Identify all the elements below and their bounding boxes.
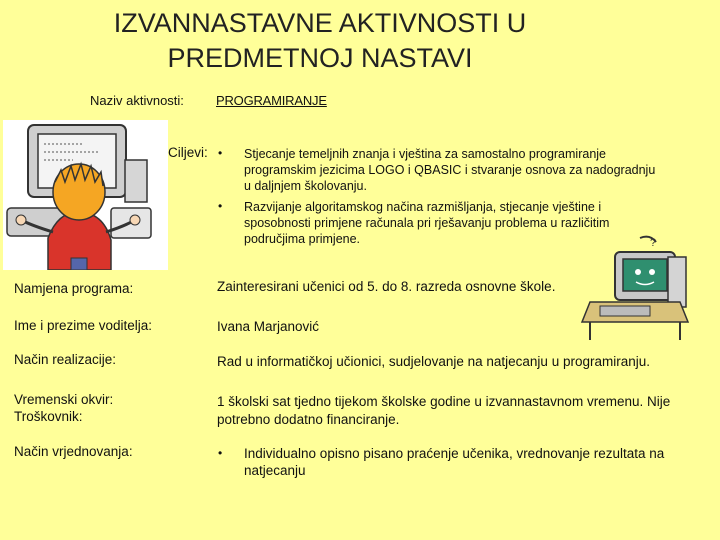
bullet-icon: •	[218, 199, 223, 213]
svg-text:?: ?	[650, 237, 657, 249]
title-line-1: IZVANNASTAVNE AKTIVNOSTI U	[113, 8, 527, 38]
bullet-icon: •	[218, 446, 223, 460]
ciljevi-label: Ciljevi:	[168, 145, 208, 160]
naziv-value: PROGRAMIRANJE	[216, 93, 327, 108]
boy-computer-illustration	[3, 120, 168, 270]
row-label: Vremenski okvir: Troškovnik:	[14, 392, 114, 424]
ciljevi-item-2: Razvijanje algoritamskog načina razmišljanja, stjecanje vještine i sposobnosti primjene računala pri rješavanju problema u različitim područjima primjene.	[244, 200, 610, 246]
page-title	[60, 6, 580, 76]
row-value: Individualno opisno pisano praćenje učenika, vrednovanje rezultata na natjecanju	[244, 446, 665, 478]
ciljevi-item-1: Stjecanje temeljnih znanja i vještina za samostalno programiranje programskim jezicima LOGO i QBASIC i stvaranje osnova za nadogradnju u daljnjem školovanju.	[244, 147, 656, 193]
row-label: Namjena programa:	[14, 281, 134, 296]
row-label: Ime i prezime voditelja:	[14, 318, 153, 333]
row-label: Način vrjednovanja:	[14, 444, 133, 459]
row-label: Način realizacije:	[14, 352, 117, 367]
row-value: Ivana Marjanović	[217, 319, 320, 334]
row-value: 1 školski sat tjedno tijekom školske godine u izvannastavnom vremenu. Nije potrebno dodatno financiranje.	[217, 394, 671, 427]
naziv-label: Naziv aktivnosti:	[90, 93, 184, 108]
row-value: Rad u informatičkoj učionici, sudjelovanje na natjecanju u programiranju.	[217, 354, 650, 369]
bullet-icon: •	[218, 146, 223, 160]
row-value: Zainteresirani učenici od 5. do 8. razreda osnovne škole.	[217, 279, 556, 294]
title-line-2: PREDMETNOJ NASTAVI	[167, 43, 473, 73]
